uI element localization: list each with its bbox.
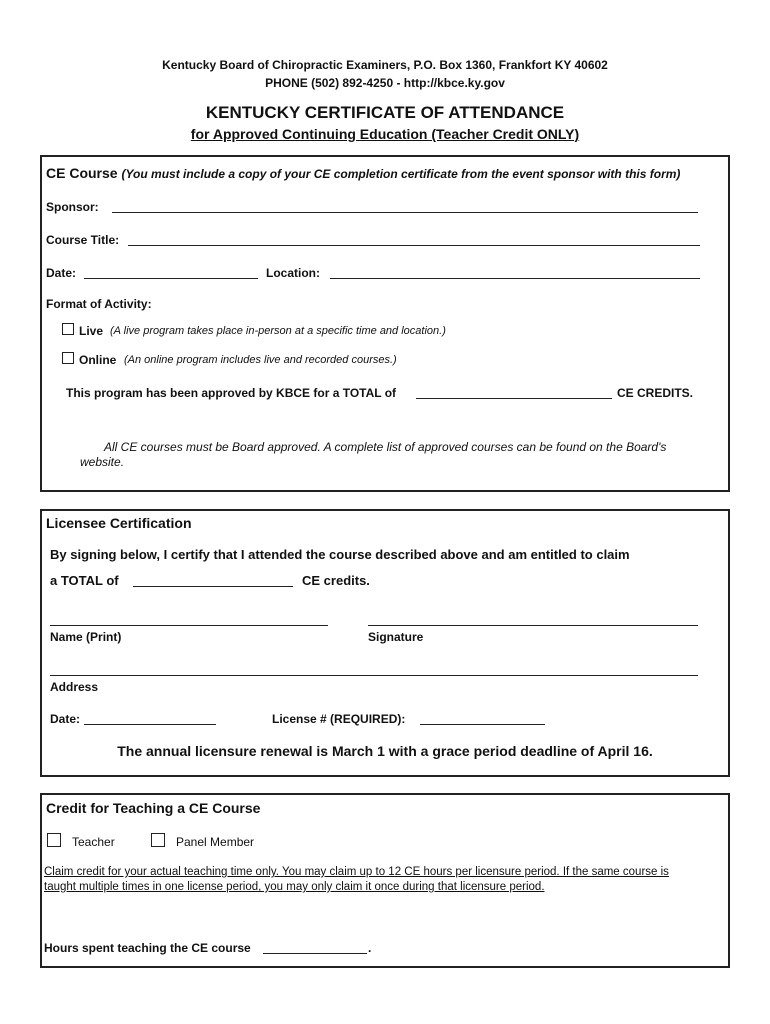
licensee-date-label: Date: bbox=[50, 712, 81, 726]
board-approval-note-2: website. bbox=[80, 455, 125, 469]
page-subtitle: for Approved Continuing Education (Teacher Credit ONLY) bbox=[190, 126, 580, 142]
course-title-label: Course Title: bbox=[46, 233, 120, 247]
licensee-heading: Licensee Certification bbox=[46, 515, 192, 531]
format-label: Format of Activity: bbox=[46, 297, 152, 311]
name-field[interactable] bbox=[50, 625, 328, 626]
hours-label: Hours spent teaching the CE course bbox=[44, 941, 251, 955]
approved-prefix: This program has been approved by KBCE for a TOTAL of bbox=[66, 386, 397, 400]
date-field[interactable] bbox=[84, 278, 258, 279]
address-field[interactable] bbox=[50, 675, 698, 676]
total-suffix: CE credits. bbox=[302, 573, 370, 588]
renewal-note: The annual licensure renewal is March 1 with a grace period deadline of April 16. bbox=[117, 743, 653, 759]
board-phone-url: PHONE (502) 892-4250 - http://kbce.ky.gov bbox=[265, 76, 505, 90]
teaching-heading: Credit for Teaching a CE Course bbox=[46, 800, 261, 816]
page-title: KENTUCKY CERTIFICATE OF ATTENDANCE bbox=[205, 103, 565, 122]
signature-field[interactable] bbox=[368, 625, 698, 626]
teacher-checkbox[interactable] bbox=[47, 833, 61, 847]
panel-member-label: Panel Member bbox=[176, 835, 255, 849]
location-field[interactable] bbox=[330, 278, 700, 279]
total-credits-field[interactable] bbox=[133, 586, 293, 587]
panel-member-checkbox[interactable] bbox=[151, 833, 165, 847]
date-label: Date: bbox=[46, 266, 77, 280]
certification-statement: By signing below, I certify that I attended the course described above and am entitled to claim bbox=[50, 547, 630, 562]
licensee-date-field[interactable] bbox=[84, 724, 216, 725]
address-label: Address bbox=[50, 680, 99, 694]
name-label: Name (Print) bbox=[50, 630, 122, 644]
online-description: (An online program includes live and recorded courses.) bbox=[124, 354, 397, 366]
teacher-label: Teacher bbox=[72, 835, 115, 849]
signature-label: Signature bbox=[368, 630, 424, 644]
ce-course-title: CE Course bbox=[46, 165, 118, 181]
sponsor-label: Sponsor: bbox=[46, 200, 99, 214]
online-checkbox[interactable] bbox=[62, 352, 74, 364]
approved-suffix: CE CREDITS. bbox=[617, 386, 694, 400]
course-title-field[interactable] bbox=[128, 245, 700, 246]
hours-field[interactable] bbox=[263, 953, 367, 954]
online-label: Online bbox=[79, 353, 117, 367]
board-approval-note: All CE courses must be Board approved. A complete list of approved courses can be found on the Board's bbox=[104, 440, 667, 454]
live-description: (A live program takes place in-person at a specific time and location.) bbox=[110, 325, 446, 337]
live-checkbox[interactable] bbox=[62, 323, 74, 335]
sponsor-field[interactable] bbox=[112, 212, 698, 213]
ce-course-heading bbox=[46, 165, 680, 181]
total-prefix: a TOTAL of bbox=[50, 573, 119, 588]
license-number-field[interactable] bbox=[420, 724, 545, 725]
claim-note-line-1: Claim credit for your actual teaching time only. You may claim up to 12 CE hours per licensure period. If the same course is bbox=[44, 866, 669, 878]
location-label: Location: bbox=[266, 266, 320, 280]
approved-credits-field[interactable] bbox=[416, 398, 612, 399]
claim-note-line-2: taught multiple times in one license period, you may only claim it once during that licensure period. bbox=[44, 881, 545, 893]
license-number-label: License # (REQUIRED): bbox=[272, 712, 406, 726]
hours-period: . bbox=[368, 941, 372, 955]
board-address: Kentucky Board of Chiropractic Examiners, P.O. Box 1360, Frankfort KY 40602 bbox=[162, 58, 608, 72]
live-label: Live bbox=[79, 324, 104, 338]
ce-course-note: (You must include a copy of your CE completion certificate from the event sponsor with this form) bbox=[121, 167, 681, 181]
